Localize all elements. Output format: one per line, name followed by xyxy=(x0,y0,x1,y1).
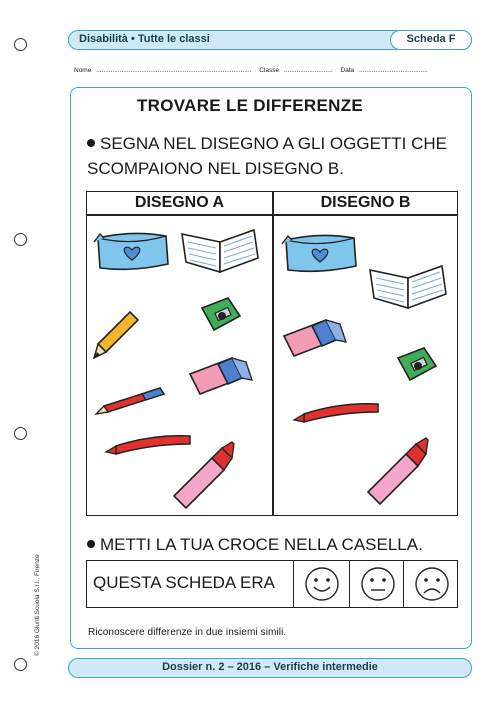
neutral-face-icon xyxy=(360,566,396,602)
name-label: Nome xyxy=(74,67,92,74)
happy-face-icon xyxy=(304,566,340,602)
class-label: Classe xyxy=(259,67,280,74)
sheet-label: Scheda F xyxy=(390,30,472,50)
eraser-b-icon[interactable] xyxy=(278,314,348,358)
class-field[interactable]: ........................... xyxy=(283,67,333,74)
binder-hole-bottom xyxy=(14,658,27,671)
eraser-a-icon[interactable] xyxy=(184,352,254,396)
exercise-title: TROVARE LE DIFFERENZE xyxy=(136,96,364,115)
instruction-1 xyxy=(87,131,467,181)
marker-b-icon[interactable] xyxy=(360,436,434,506)
rating-cell-neutral[interactable] xyxy=(349,561,405,607)
pencil-case-b-icon[interactable] xyxy=(280,226,360,278)
sharpener-a-icon[interactable] xyxy=(198,296,244,334)
sharpener-b-icon[interactable] xyxy=(394,346,440,384)
name-field[interactable]: ...................................................................................... xyxy=(96,67,252,74)
date-label: Data xyxy=(340,67,355,74)
instruction-2-text: METTI LA TUA CROCE NELLA CASELLA. xyxy=(100,535,423,554)
date-field[interactable]: ...................................... xyxy=(359,67,428,74)
instruction-1-text: SEGNA NEL DISEGNO A GLI OGGETTI CHE SCOMPAIONO NEL DISEGNO B. xyxy=(87,134,448,178)
header-bar xyxy=(68,30,472,50)
header-divider xyxy=(87,214,457,216)
notebook-a-icon[interactable] xyxy=(180,226,260,274)
pencil-case-a-icon[interactable] xyxy=(92,224,172,276)
rating-label: QUESTA SCHEDA ERA xyxy=(93,573,276,592)
binder-hole-middle-upper xyxy=(14,233,27,246)
binder-hole-top xyxy=(14,38,27,51)
marker-a-icon[interactable] xyxy=(166,440,240,510)
rating-cell-happy[interactable] xyxy=(293,561,349,607)
column-b-header: DISEGNO B xyxy=(320,194,411,211)
column-divider xyxy=(272,192,274,515)
learning-objective: Riconoscere differenze in due insiemi simili. xyxy=(88,627,287,638)
rating-box xyxy=(86,560,458,608)
pencil-a-icon[interactable] xyxy=(92,308,142,360)
sad-face-icon xyxy=(414,566,450,602)
footer-bar: Dossier n. 2 – 2016 – Verifiche intermedie xyxy=(68,658,472,678)
copyright-notice: © 2016 Giunti Scuola S.r.l., Firenze xyxy=(34,554,41,656)
notebook-b-icon[interactable] xyxy=(368,262,448,310)
rating-cell-sad[interactable] xyxy=(403,561,459,607)
bullet-icon xyxy=(87,139,95,147)
header-category: Disabilità • Tutte le classi xyxy=(79,33,210,45)
bullet-icon xyxy=(87,540,95,548)
instruction-2 xyxy=(87,532,467,557)
red-pen-b-icon[interactable] xyxy=(290,398,382,428)
binder-hole-middle-lower xyxy=(14,427,27,440)
column-a-header: DISEGNO A xyxy=(134,194,225,211)
student-info-row xyxy=(74,67,470,74)
pen-a-icon[interactable] xyxy=(94,384,170,416)
